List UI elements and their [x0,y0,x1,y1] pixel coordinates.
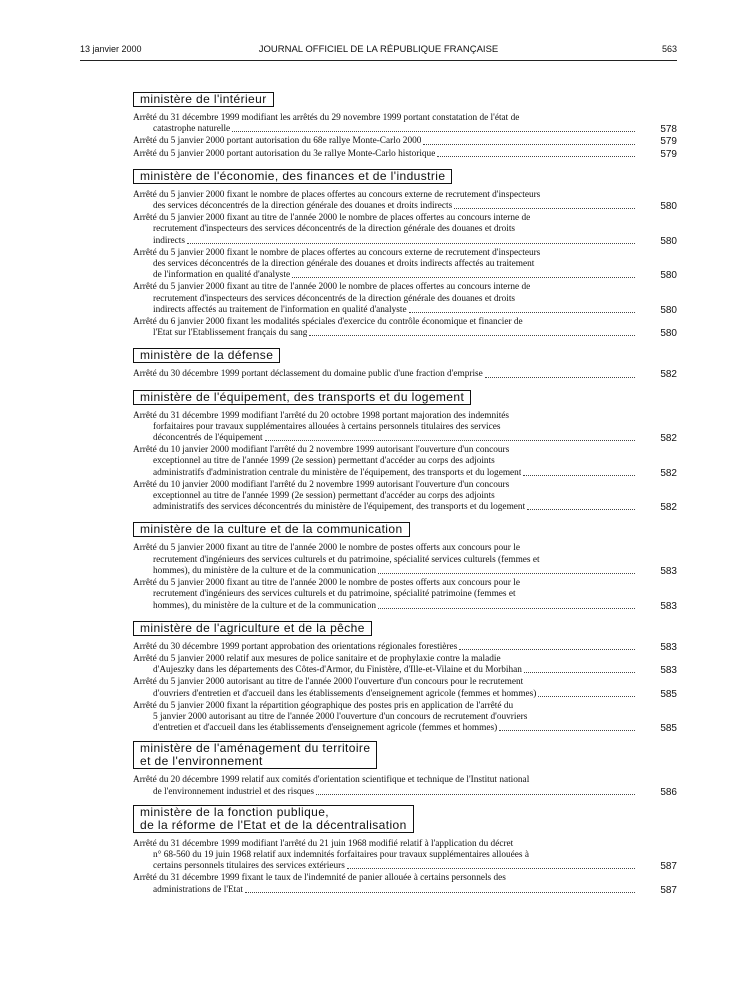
decree-text [133,190,637,212]
decree-line: exceptionnel au titre de l'année 1999 (2e session) permettant d'accéder au corps des adjoints [153,491,495,502]
decree-entry[interactable] [133,190,677,212]
dot-leader [265,433,635,441]
decree-last-line [133,236,637,247]
dot-leader [423,136,635,144]
dot-leader [378,566,635,574]
ministry-heading [133,741,377,769]
decree-line: Arrêté du 31 décembre 1999 modifiant l'arrêté du 21 juin 1968 modifié relatif à l'application du décret [133,838,514,849]
ministry-section [133,619,677,735]
ministry-section [133,388,677,514]
header-rule [80,60,677,61]
dot-leader [485,369,635,377]
decree-last-line [133,502,637,513]
decree-text [133,213,637,247]
decree-text [133,445,637,479]
ministry-heading-line: ministère de l'équipement, des transports et du logement [140,389,465,404]
decree-entry[interactable] [133,248,677,282]
decree-page-number: 580 [660,201,677,213]
decree-page-number: 585 [660,688,677,700]
decree-page-number: 582 [660,467,677,479]
decree-line: Arrêté du 10 janvier 2000 modifiant l'arrêté du 2 novembre 1999 autorisant l'ouverture d'un concours [133,445,510,456]
header-date: 13 janvier 2000 [80,44,142,54]
decree-last-line [133,787,637,798]
page-number: 563 [661,44,677,54]
decree-page-number: 587 [660,884,677,896]
decree-line: l'Etat sur l'Etablissement français du sang [153,328,308,339]
decree-last-line [133,689,637,700]
decree-page-number: 583 [660,641,677,653]
decree-last-line [133,433,637,444]
decree-last-line [133,642,637,653]
decree-entry[interactable] [133,701,677,735]
decree-text [133,873,637,895]
decree-line: recrutement d'inspecteurs des services déconcentrés de la direction générale des douanes et droits [153,293,516,304]
decree-last-line [133,305,637,316]
decree-page-number: 578 [660,124,677,136]
decree-line: déconcentrés de l'équipement [153,433,263,444]
decree-entry[interactable] [133,677,677,699]
decree-line: recrutement d'ingénieurs des services culturels et du patrimoine, spécialité patrimoine (femmes et [153,589,516,600]
decree-line: Arrêté du 5 janvier 2000 fixant le nombre de places offertes au concours externe de recrutement d'inspecteurs [133,189,541,200]
decree-line: d'entretien et d'accueil dans les établissements d'enseignement agricole (femmes et hommes) [153,723,498,734]
decree-line: administrations de l'Etat [153,884,243,895]
dot-leader [347,861,635,869]
ministry-section [133,520,677,611]
ministry-heading [133,805,414,833]
decree-line: Arrêté du 30 décembre 1999 portant déclassement du domaine public d'une fraction d'emprise [133,369,483,380]
decree-last-line [133,369,637,380]
decree-entry[interactable] [133,445,677,479]
decree-line: Arrêté du 5 janvier 2000 fixant au titre de l'année 2000 le nombre de places offertes au concours interne de [133,282,531,293]
decree-last-line [133,566,637,577]
ministry-heading [133,621,372,636]
decree-text [133,369,637,380]
decree-line: de l'environnement industriel et des risques [153,786,314,797]
decree-line: d'Aujeszky dans les départements des Côtes-d'Armor, du Finistère, d'Ille-et-Vilaine et du Morbihan [153,665,522,676]
dot-leader [437,149,635,157]
dot-leader [309,328,635,336]
decree-last-line [133,201,637,212]
decree-line: Arrêté du 5 janvier 2000 fixant au titre de l'année 2000 le nombre de postes offerts aux concours pour le [133,578,520,589]
ministry-section [133,167,677,340]
dot-leader [292,270,635,278]
decree-line: hommes), du ministère de la culture et de la communication [153,565,377,576]
decree-last-line [133,723,637,734]
decree-entry[interactable] [133,149,677,160]
decree-page-number: 579 [660,148,677,160]
dot-leader [523,468,635,476]
decree-page-number: 583 [660,600,677,612]
decree-page-number: 583 [660,665,677,677]
decree-line: recrutement d'inspecteurs des services déconcentrés de la direction générale des douanes et droits [153,224,516,235]
decree-entry[interactable] [133,873,677,895]
page-header [80,44,677,58]
decree-text [133,317,637,339]
decree-page-number: 586 [660,786,677,798]
decree-line: Arrêté du 5 janvier 2000 fixant la répartition géographique des postes pris en application de l'arrêté du [133,700,514,711]
decree-line: catastrophe naturelle [153,124,231,135]
ministry-section [133,805,677,896]
dot-leader [232,124,635,132]
decree-page-number: 580 [660,235,677,247]
decree-entry[interactable] [133,775,677,797]
decree-line: certains personnels titulaires des services extérieurs [153,861,345,872]
ministry-heading [133,522,410,537]
decree-page-number: 585 [660,723,677,735]
dot-leader [459,642,635,650]
decree-entry[interactable] [133,282,677,316]
ministry-heading-line: ministère de la culture et de la communication [140,522,403,537]
ministry-heading-line: ministère de l'agriculture et de la pêche [140,620,365,635]
decree-line: hommes), du ministère de la culture et de la communication [153,600,377,611]
decree-line: n° 68-560 du 19 juin 1968 relatif aux indemnités forfaitaires pour travaux supplémentaires allouées à [153,849,530,860]
ministry-section [133,346,677,380]
decree-text [133,248,637,282]
decree-line: Arrêté du 30 décembre 1999 portant approbation des orientations régionales forestières [133,641,458,652]
decree-text [133,480,637,514]
dot-leader [524,665,635,673]
decree-last-line [133,149,637,160]
decree-line: des services déconcentrés de la direction générale des douanes et droits indirects [153,201,453,212]
dot-leader [409,305,635,313]
decree-entry[interactable] [133,654,677,676]
ministry-heading-line: et de l'environnement [140,754,263,769]
dot-leader [527,502,635,510]
decree-text [133,642,637,653]
dot-leader [378,601,635,609]
ministry-heading-line: de la réforme de l'Etat et de la décentralisation [140,817,407,832]
decree-line: indirects affectés au traitement de l'information en qualité d'analyste [153,304,407,315]
decree-last-line [133,885,637,896]
ministry-heading [133,169,452,184]
decree-last-line [133,270,637,281]
decree-page-number: 583 [660,565,677,577]
ministry-heading-line: ministère de l'aménagement du territoire [140,741,371,756]
decree-text [133,677,637,699]
decree-line: Arrêté du 6 janvier 2000 fixant les modalités spéciales d'exercice du contrôle économique et financier de [133,317,523,328]
decree-line: d'ouvriers d'entretien et d'accueil dans les établissements d'enseignement agricole (femmes et hommes) [153,688,537,699]
decree-line: des services déconcentrés de la direction générale des douanes et droits indirects affectés au traitement [153,259,535,270]
decree-text [133,411,637,445]
decree-line: forfaitaires pour travaux supplémentaires allouées à certains personnels titulaires des services [153,421,501,432]
decree-page-number: 580 [660,304,677,316]
decree-line: Arrêté du 5 janvier 2000 autorisant au titre de l'année 2000 l'ouverture d'un concours pour le recrutement [133,677,524,688]
decree-entry[interactable] [133,839,677,873]
decree-last-line [133,124,637,135]
decree-entry[interactable] [133,543,677,577]
ministry-heading-line: ministère de la défense [140,348,274,363]
decree-line: Arrêté du 31 décembre 1999 modifiant les arrêtés du 29 novembre 1999 portant constatation de l'état de [133,113,520,123]
decree-page-number: 579 [660,136,677,148]
decree-text [133,136,637,147]
decree-line: indirects [153,235,186,246]
decree-line: Arrêté du 31 décembre 1999 modifiant l'arrêté du 20 octobre 1998 portant majoration des indemnités [133,410,510,421]
decree-entry[interactable] [133,213,677,247]
decree-line: Arrêté du 5 janvier 2000 relatif aux mesures de police sanitaire et de prophylaxie contre la maladie [133,653,501,664]
decree-page-number: 582 [660,433,677,445]
dot-leader [454,201,635,209]
decree-last-line [133,328,637,339]
dot-leader [499,723,635,731]
decree-text [133,654,637,676]
decree-text [133,113,637,135]
decree-line: Arrêté du 5 janvier 2000 fixant au titre de l'année 2000 le nombre de places offertes au concours interne de [133,213,531,224]
decree-last-line [133,136,637,147]
ministry-heading-line: ministère de la fonction publique, [140,804,330,819]
decree-entry[interactable] [133,578,677,612]
decree-line: administratifs des services déconcentrés du ministère de l'équipement, des transports et du logement [153,502,526,513]
dot-leader [245,885,635,893]
decree-entry[interactable] [133,113,677,135]
decree-text [133,282,637,316]
decree-text [133,149,637,160]
decree-text [133,701,637,735]
decree-text [133,839,637,873]
journal-title: JOURNAL OFFICIEL DE LA RÉPUBLIQUE FRANÇAISE [258,44,499,55]
decree-line: Arrêté du 10 janvier 2000 modifiant l'arrêté du 2 novembre 1999 autorisant l'ouverture d'un concours [133,479,510,490]
decree-last-line [133,665,637,676]
decree-line: 5 janvier 2000 autorisant au titre de l'année 2000 l'ouverture d'un concours de recrutement d'ouvriers [153,711,528,722]
decree-line: de l'information en qualité d'analyste [153,270,291,281]
ministry-heading-line: ministère de l'intérieur [140,92,267,106]
decree-line: Arrêté du 5 janvier 2000 portant autorisation du 68e rallye Monte-Carlo 2000 [133,136,422,147]
ministry-section [133,741,677,797]
ministry-heading [133,390,471,405]
decree-line: Arrêté du 5 janvier 2000 fixant le nombre de places offertes au concours externe de recrutement d'inspecteurs [133,247,541,258]
dot-leader [187,236,635,244]
decree-page-number: 580 [660,328,677,340]
decree-page-number: 582 [660,369,677,381]
decree-last-line [133,468,637,479]
decree-page-number: 582 [660,502,677,514]
decree-text [133,543,637,577]
decree-page-number: 580 [660,270,677,282]
decree-entry[interactable] [133,136,677,147]
decree-line: Arrêté du 20 décembre 1999 relatif aux comités d'orientation scientifique et technique de l'Institut national [133,775,530,786]
decree-page-number: 587 [660,861,677,873]
ministry-heading-line: ministère de l'économie, des finances et de l'industrie [140,168,446,183]
decree-entry[interactable] [133,480,677,514]
dot-leader [538,689,635,697]
decree-last-line [133,601,637,612]
decree-line: administratifs d'administration centrale du ministère de l'équipement, des transports et du logement [153,467,522,478]
decree-entry[interactable] [133,317,677,339]
decree-text [133,775,637,797]
decree-line: recrutement d'ingénieurs des services culturels et du patrimoine, spécialité services culturels (femmes et [153,554,540,565]
ministry-heading [133,92,274,107]
decree-last-line [133,861,637,872]
decree-line: Arrêté du 5 janvier 2000 portant autorisation du 3e rallye Monte-Carlo historique [133,148,436,159]
ministry-section [133,90,677,160]
decree-line: Arrêté du 5 janvier 2000 fixant au titre de l'année 2000 le nombre de postes offerts aux concours pour le [133,543,520,554]
decree-line: exceptionnel au titre de l'année 1999 (2e session) permettant d'accéder au corps des adjoints [153,456,495,467]
ministry-heading [133,348,280,363]
decree-entry[interactable] [133,411,677,445]
table-of-contents [133,90,677,897]
decree-line: Arrêté du 31 décembre 1999 fixant le taux de l'indemnité de panier allouée à certains personnels des [133,873,506,884]
decree-entry[interactable] [133,642,677,653]
decree-entry[interactable] [133,369,677,380]
dot-leader [316,787,635,795]
decree-text [133,578,637,612]
